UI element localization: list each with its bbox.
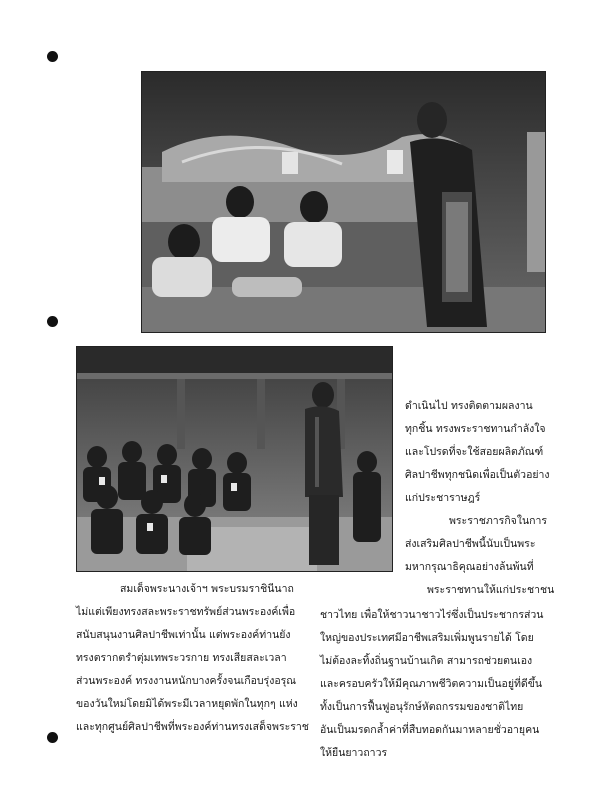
text-line: ของวันใหม่โดยมิได้พระมีเวลาหยุดพักในทุกๆ แห่ง — [76, 698, 298, 710]
craft-demonstration-illustration — [142, 72, 545, 332]
text-line: ไม่ต้องละทิ้งถิ่นฐานบ้านเกิด สามารถช่วยตนเอง — [320, 655, 533, 667]
queen-with-crowd-illustration — [77, 347, 392, 571]
binder-hole-middle — [47, 316, 58, 327]
text-line: ชาวไทย เพื่อให้ชาวนาชาวไร่ซึ่งเป็นประชากรส่วน — [320, 609, 544, 621]
text-line: และครอบครัวให้มีคุณภาพชีวิตความเป็นอยู่ที่ดีขึ้น — [320, 678, 543, 690]
text-line: ศิลปาชีพทุกชนิดเพื่อเป็นตัวอย่าง — [405, 469, 550, 481]
text-line: อันเป็นมรดกล้ำค่าที่สืบทอดกันมาหลายชั่วอายุคน — [320, 724, 540, 736]
text-line: พระราชทานให้แก่ประชาชน — [427, 584, 555, 596]
text-line: ให้ยืนยาวถาวร — [320, 747, 388, 759]
right-column-paragraph-2-bottom — [320, 604, 582, 765]
photo-queen-with-crowd — [76, 346, 393, 572]
left-column-paragraph — [76, 578, 309, 739]
photo-craft-demonstration — [141, 71, 546, 333]
text-line: ส่วนพระองค์ ทรงงานหนักบางครั้งจนเกือบรุ่งอรุณ — [76, 675, 297, 687]
text-line: พระราชภารกิจในการ — [449, 515, 548, 527]
text-line: ทรงตรากตรำตุ่มเทพระวรกาย ทรงเสียสละเวลา — [76, 652, 287, 664]
text-line: แก่ประชาราษฎร์ — [405, 492, 481, 504]
text-line: ทั้งเป็นการฟื้นฟูอนุรักษ์หัตถกรรมของชาติไทย — [320, 701, 524, 713]
text-line: และโปรดที่จะใช้สอยผลิตภัณฑ์ — [405, 446, 544, 458]
text-line: ใหญ่ของประเทศมีอาชีพเสริมเพิ่มพูนรายได้ โดย — [320, 632, 534, 644]
text-line: ไม่แต่เพียงทรงสละพระราชทรัพย์ส่วนพระองค์เพื่อ — [76, 606, 296, 618]
right-column-paragraph-1 — [405, 395, 580, 510]
text-line: และทุกศูนย์ศิลปาชีพที่พระองค์ท่านทรงเสด็จพระราช — [76, 721, 309, 733]
text-line: ทุกชิ้น ทรงพระราชทานกำลังใจ — [405, 423, 546, 435]
text-line: มหากรุณาธิคุณอย่างล้นพ้นที่ — [405, 561, 534, 573]
text-line: สมเด็จพระนางเจ้าฯ พระบรมราชินีนาถ — [120, 583, 294, 595]
binder-hole-top — [47, 51, 58, 62]
text-line: ส่งเสริมศิลปาชีพนี้นับเป็นพระ — [405, 538, 536, 550]
binder-hole-bottom — [47, 732, 58, 743]
text-line: สนับสนุนงานศิลปาชีพเท่านั้น แต่พระองค์ท่านยัง — [76, 629, 291, 641]
text-line: ดำเนินไป ทรงติดตามผลงาน — [405, 400, 533, 412]
right-column-paragraph-2-top — [405, 510, 580, 602]
